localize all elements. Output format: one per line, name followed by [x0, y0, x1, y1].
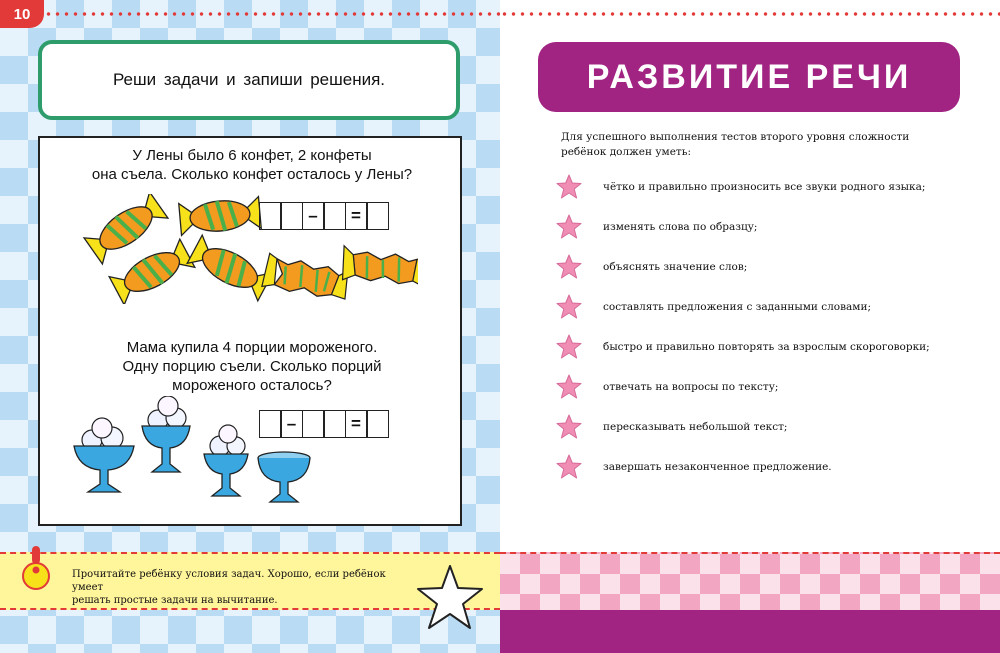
answer-cell[interactable] [366, 202, 389, 230]
note-line1: Прочитайте ребёнку условия задач. Хорошо, если ребёнок умеет [72, 569, 386, 593]
ice-cream-bowl-icon [142, 396, 190, 472]
skill-text: пересказывать небольшой текст; [603, 421, 788, 433]
intro-text [561, 130, 961, 160]
problem1-line1: У Лены было 6 конфет, 2 конфеты [132, 147, 372, 164]
intro-line2: ребёнок должен уметь: [561, 146, 691, 158]
pink-star-icon [555, 293, 583, 321]
skill-item [555, 412, 975, 442]
skill-text: завершать незаконченное предложение. [603, 461, 832, 473]
answer-cell[interactable] [280, 202, 303, 230]
answer-cell[interactable] [323, 202, 346, 230]
candy-wrapper-icon [341, 246, 418, 289]
candy-wrapper-icon [262, 253, 351, 301]
skill-text: объяснять значение слов; [603, 261, 748, 273]
equals-cell: = [345, 202, 368, 230]
problem1-line2: она съела. Сколько конфет осталось у Лены? [91, 166, 413, 183]
pink-star-icon [555, 253, 583, 281]
white-star-icon [412, 562, 488, 634]
dotted-border [500, 12, 1000, 16]
pink-star-icon [555, 173, 583, 201]
skill-item [555, 452, 975, 482]
skill-item [555, 332, 975, 362]
pink-star-icon [555, 413, 583, 441]
empty-bowl-icon [258, 452, 310, 502]
minus-cell: – [302, 202, 325, 230]
minus-cell: – [280, 410, 303, 438]
candy-icon [109, 239, 195, 304]
candy-icon [84, 194, 168, 264]
answer-cell[interactable] [323, 410, 346, 438]
instruction-text: Реши задачи и запиши решения. [112, 70, 386, 89]
ice-cream-bowl-icon [204, 425, 248, 496]
skill-item [555, 372, 975, 402]
answer-grid-1[interactable] [260, 202, 389, 230]
problem2-text [40, 338, 464, 395]
pink-star-icon [555, 373, 583, 401]
pink-star-icon [555, 453, 583, 481]
pink-star-icon [555, 333, 583, 361]
skill-item [555, 252, 975, 282]
pink-star-icon [555, 213, 583, 241]
right-page [500, 0, 1000, 653]
instruction-box [38, 40, 460, 120]
skill-text: составлять предложения с заданными словами; [603, 301, 871, 313]
candy-icon [187, 235, 273, 301]
diamond-pattern-band [500, 552, 1000, 610]
exclamation-icon [22, 546, 50, 590]
problem2-line2: Одну порцию съели. Сколько порций [122, 358, 382, 375]
skill-text: чётко и правильно произносить все звуки родного языка; [603, 181, 926, 193]
answer-cell[interactable] [259, 202, 282, 230]
dotted-border [44, 12, 500, 16]
ice-cream-bowl-icon [74, 418, 134, 492]
skill-item [555, 292, 975, 322]
section-heading: РАЗВИТИЕ РЕЧИ [538, 42, 960, 112]
skill-item [555, 172, 975, 202]
skill-item [555, 212, 975, 242]
problem1-text [40, 146, 464, 184]
skill-text: изменять слова по образцу; [603, 221, 758, 233]
intro-line1: Для успешного выполнения тестов второго уровня сложности [561, 131, 910, 143]
parent-note [72, 568, 402, 607]
page-number: 10 [0, 0, 44, 28]
bottom-bar [500, 610, 1000, 653]
candy-icon [179, 197, 261, 236]
skill-text: отвечать на вопросы по тексту; [603, 381, 779, 393]
skill-text: быстро и правильно повторять за взрослым скороговорки; [603, 341, 930, 353]
note-line2: решать простые задачи на вычитание. [72, 595, 278, 606]
answer-cell[interactable] [366, 410, 389, 438]
equals-cell: = [345, 410, 368, 438]
problems-panel [38, 136, 462, 526]
problem2-line3: мороженого осталось? [172, 377, 332, 394]
problem2-line1: Мама купила 4 порции мороженого. [126, 339, 378, 356]
ice-cream-illustration [66, 396, 316, 506]
